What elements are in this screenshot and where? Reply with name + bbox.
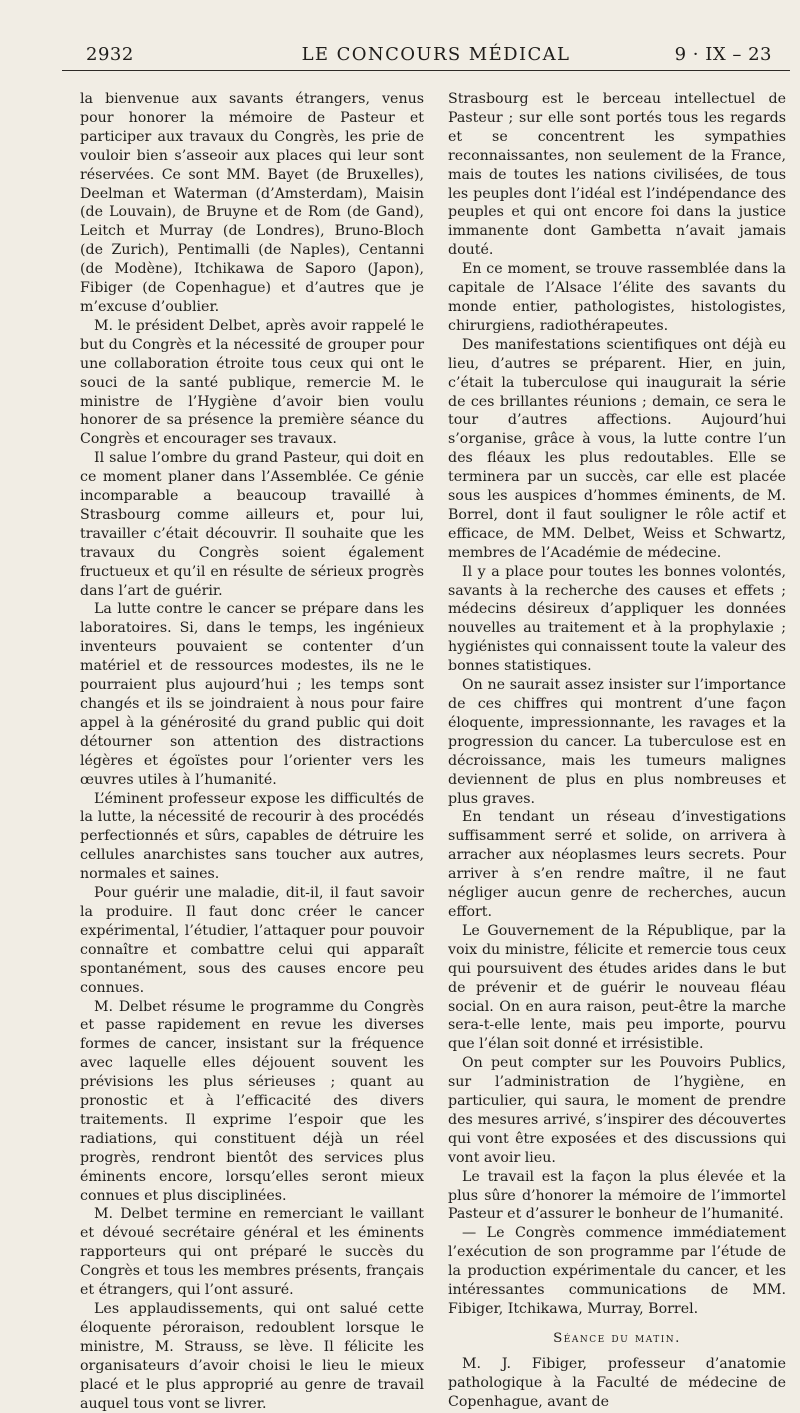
paragraph: L’éminent professeur expose les difficultés de la lutte, la nécessité de recourir à des procédés perfectionnés et sûrs, capables de détruire les cellules anarchistes sans toucher aux autres, normales et saines. — [80, 790, 424, 883]
paragraph: En ce moment, se trouve rassemblée dans la capitale de l’Alsace l’élite des savants du monde entier, pathologistes, histologistes, chirurgiens, radiothérapeutes. — [448, 261, 786, 334]
section-heading: Séance du matin. — [553, 1330, 681, 1346]
paragraph: Le Gouvernement de la République, par la voix du ministre, félicite et remercie tous ceux qui poursuivent des études arides dans le but de prévenir et de guérir le nouveau fléau social. On en aura raison, peut-être la marche sera-t-elle lente, mais peu importe, pourvu que l’élan soit donné et irrésistible. — [448, 922, 786, 1053]
page-number: 2932 — [86, 44, 134, 65]
paragraph: Les applaudissements, qui ont salué cette éloquente péroraison, redoublent lorsque le ministre, M. Strauss, se lève. Il félicite les organisateurs d’avoir choisi le lieu le mieux placé et le plus approprié au genre de travail auquel tous vont se livrer. — [80, 1301, 424, 1412]
paragraph: Le travail est la façon la plus élevée et la plus sûre d’honorer la mémoire de l’immortel Pasteur et d’assurer le bonheur de l’humanité. — [448, 1168, 786, 1223]
paragraph: La lutte contre le cancer se prépare dans les laboratoires. Si, dans le temps, les ingénieux inventeurs pouvaient se contenter d’un matériel et de ressources modestes, ils ne le pourraient plus aujourd’hui ; les temps sont changés et ils se joindraient à nous pour faire appel à la générosité du grand public qui doit détourner son attention des distractions légères et égoïstes pour l’orienter vers les œuvres utiles à l’humanité. — [80, 601, 424, 788]
right-column — [448, 90, 786, 1412]
header-rule — [62, 70, 790, 71]
paragraph: Des manifestations scientifiques ont déjà eu lieu, d’autres se préparent. Hier, en juin, c’était la tuberculose qui inaugurait la série de ces brillantes réunions ; demain, ce sera le tour d’autres affections. Aujourd’hui s’organise, grâce à vous, la lutte contre l’un des fléaux les plus redoutables. Elle se terminera par un succès, car elle est placée sous les auspices d’hommes éminents, de M. Borrel, dont il faut souligner le rôle actif et efficace, de MM. Delbet, Weiss et Schwartz, membres de l’Académie de médecine. — [448, 336, 786, 561]
paragraph: — Le Congrès commence immédiatement l’exécution de son programme par l’étude de la production expérimentale du cancer, et les intéressantes communications de MM. Fibiger, Itchikawa, Murray, Borrel. — [448, 1225, 786, 1317]
issue-date: 9 · IX – 23 — [674, 44, 772, 65]
left-column — [80, 90, 424, 1413]
paragraph: Strasbourg est le berceau intellectuel de Pasteur ; sur elle sont portés tous les regards et se concentrent les sympathies reconnaissantes, non seulement de la France, mais de toutes les nations civilisées, de tous les peuples dont l’idéal est l’indépendance des peuples et qui ont encore foi dans la justice immanente dont Gambetta n’avait jamais douté. — [448, 91, 786, 259]
paragraph: On peut compter sur les Pouvoirs Publics, sur l’administration de l’hygiène, en particulier, qui saura, le moment de prendre des mesures arrivé, s’inspirer des découvertes qui vont être exposées et des discussions qui vont avoir lieu. — [448, 1055, 786, 1166]
paragraph: Il salue l’ombre du grand Pasteur, qui doit en ce moment planer dans l’Assemblée. Ce génie incomparable a beaucoup travaillé à Strasbourg comme ailleurs et, pour lui, travailler c’était découvrir. Il souhaite que les travaux du Congrès soient également fructueux et qu’il en résulte de sérieux progrès dans l’art de guérir. — [80, 450, 424, 599]
paragraph: Pour guérir une maladie, dit-il, il faut savoir la produire. Il faut donc créer le cancer expérimental, l’étudier, l’attaquer pour pouvoir connaître et combattre celui qui apparaît spontanément, sous des causes encore peu connues. — [80, 885, 424, 996]
paragraph: la bienvenue aux savants étrangers, venus pour honorer la mémoire de Pasteur et participer aux travaux du Congrès, les prie de vouloir bien s’asseoir aux places qui leur sont réservées. Ce sont MM. Bayet (de Bruxelles), Deelman et Waterman (d’Amsterdam), Maisin (de Louvain), de Bruyne et de Rom (de Gand), Leitch et Murray (de Londres), Bruno-Bloch (de Zurich), Pentimalli (de Naples), Centanni (de Modène), Itchikawa de Saporo (Japon), Fibiger (de Copenhague) et d’autres que je m’excuse d’oublier. — [80, 91, 424, 315]
paragraph: Il y a place pour toutes les bonnes volontés, savants à la recherche des causes et effets ; médecins désireux d’appliquer les données nouvelles au traitement et à la prophylaxie ; hygiénistes qui connaissent toute la valeur des bonnes statistiques. — [448, 563, 786, 675]
paragraph: En tendant un réseau d’investigations suffisamment serré et solide, on arrivera à arracher aux néoplasmes leurs secrets. Pour arriver à s’en rendre maître, il ne faut négliger aucun genre de recherches, aucun effort. — [448, 809, 786, 920]
paragraph: M. Delbet termine en remerciant le vaillant et dévoué secrétaire général et les éminents rapporteurs qui ont préparé le succès du Congrès et tous les membres présents, français et étrangers, qui l’ont assuré. — [80, 1206, 424, 1299]
paragraph: On ne saurait assez insister sur l’importance de ces chiffres qui montrent d’une façon éloquente, impressionnante, les ravages et la progression du cancer. La tuberculose est en décroissance, mais les tumeurs malignes deviennent de plus en plus nombreuses et plus graves. — [448, 677, 786, 807]
paragraph: M. J. Fibiger, professeur d’anatomie pathologique à la Faculté de médecine de Copenhague, avant de — [448, 1355, 786, 1410]
paragraph: M. le président Delbet, après avoir rappelé le but du Congrès et la nécessité de grouper pour une collaboration étroite tous ceux qui ont le souci de la santé publique, remercie M. le ministre de l’Hygiène d’avoir bien voulu honorer de sa présence la première séance du Congrès et encourager ses travaux. — [80, 317, 424, 448]
journal-title: LE CONCOURS MÉDICAL — [301, 44, 571, 65]
paragraph: M. Delbet résume le programme du Congrès et passe rapidement en revue les diverses formes de cancer, insistant sur la fréquence avec laquelle elles déjouent souvent les prévisions les plus sérieuses ; quant au pronostic et à l’efficacité des divers traitements. Il exprime l’espoir que les radiations, qui constituent déjà un réel progrès, rendront bientôt des services plus éminents encore, lorsqu’elles seront mieux connues et plus disciplinées. — [80, 998, 424, 1204]
